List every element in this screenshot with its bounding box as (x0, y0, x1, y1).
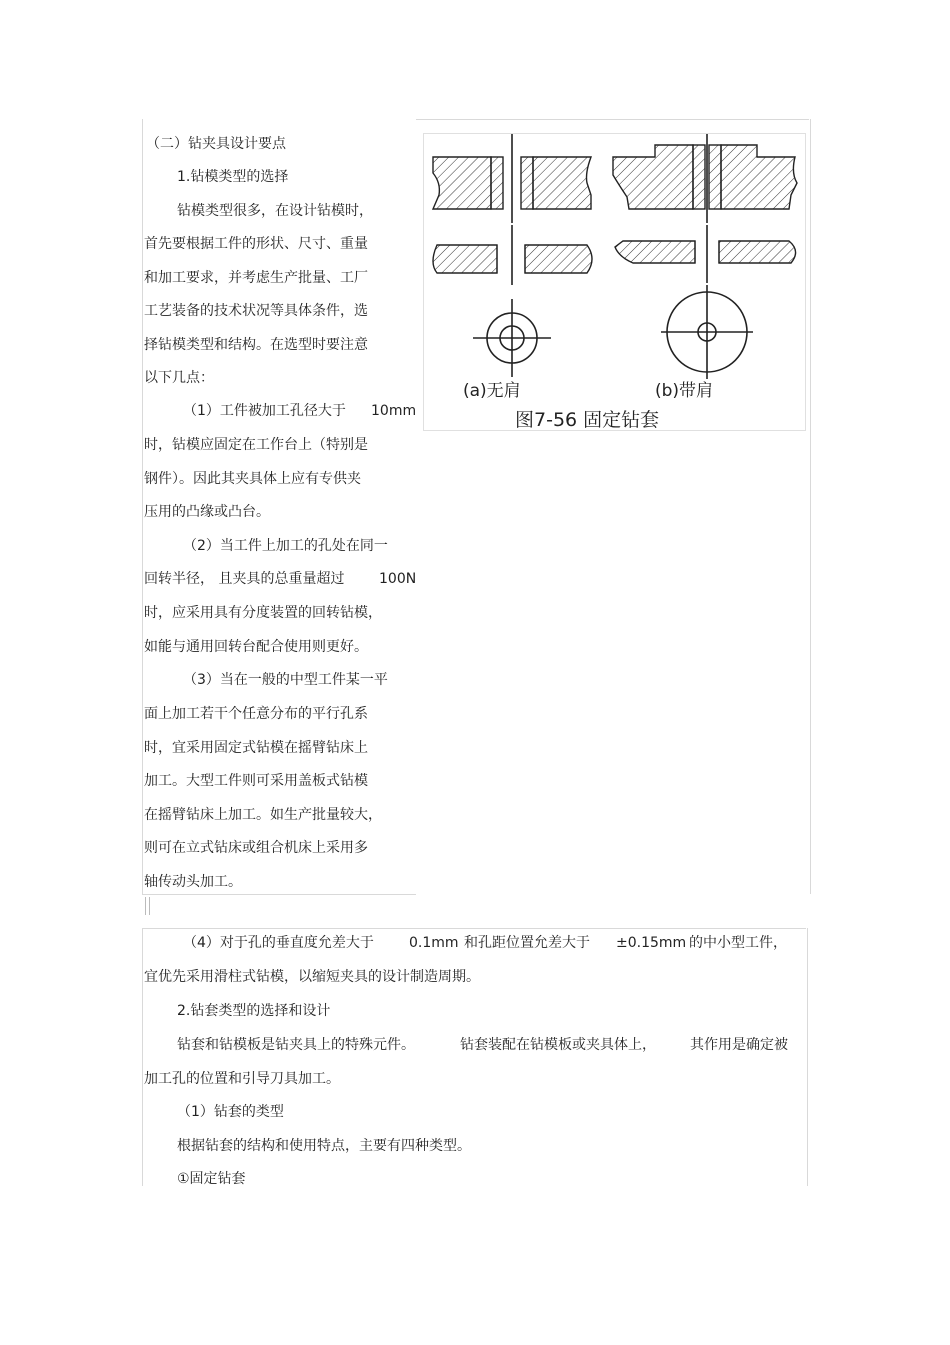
p4-middle: 和孔距位置允差大于 (464, 935, 590, 951)
figure-caption: 图7-56 固定钻套 (515, 409, 660, 431)
left-text-line: （2）当工件上加工的孔处在同一 (183, 538, 388, 554)
left-text-line: 和加工要求，并考虑生产批量、工厂 (144, 270, 368, 286)
p4-value-position: ±0.15mm (616, 935, 687, 951)
left-text-line: （3）当在一般的中型工件某一平 (183, 672, 388, 688)
para1-c: 其作用是确定被 (690, 1037, 788, 1053)
p4-value-perpendicularity: 0.1mm (409, 935, 459, 951)
value-weight: 100N (379, 571, 417, 587)
subheading-bushing-types: （1）钻套的类型 (177, 1104, 284, 1120)
figure-frame (423, 133, 806, 431)
label-a: (a)无肩 (463, 381, 521, 401)
label-b: (b)带肩 (655, 381, 714, 401)
left-text-line: 轴传动头加工。 (144, 874, 242, 890)
p4-prefix: （4）对于孔的垂直度允差大于 (183, 935, 374, 951)
section-heading-bushing: 2.钻套类型的选择和设计 (177, 1003, 331, 1019)
left-text-line: 回转半径， 且夹具的总重量超过 (144, 571, 345, 587)
para1-a: 钻套和钻模板是钻夹具上的特殊元件。 (177, 1037, 415, 1053)
p4-suffix: 的中小型工件， (689, 935, 787, 951)
left-text-line: 如能与通用回转台配合使用则更好。 (144, 639, 368, 655)
item-fixed-bushing: ①固定钻套 (177, 1171, 246, 1187)
lower-table-top (142, 928, 806, 929)
left-text-line: 择钻模类型和结构。在选型时要注意 (144, 337, 368, 353)
left-text-line: 钻模类型很多，在设计钻模时， (177, 203, 373, 219)
left-text-line: 时，宜采用固定式钻模在摇臂钻床上 (144, 740, 368, 756)
left-text-line: 钢件）。因此其夹具体上应有专供夹 (144, 471, 361, 487)
left-text-line: 面上加工若干个任意分布的平行孔系 (144, 706, 368, 722)
left-text-line: 以下几点： (144, 370, 214, 386)
left-text-line: 时，应采用具有分度装置的回转钻模， (144, 605, 382, 621)
upper-table-top-right (416, 119, 809, 120)
left-text-line: 压用的凸缘或凸台。 (144, 504, 270, 520)
left-text-line: 加工。大型工件则可采用盖板式钻模 (144, 773, 368, 789)
left-text-line: 工艺装备的技术状况等具体条件，选 (144, 303, 368, 319)
left-text-line: 1.钻模类型的选择 (177, 169, 289, 185)
left-text-line: 时，钻模应固定在工作台上（特别是 (144, 437, 368, 453)
para1-b: 钻套装配在钻模板或夹具体上， (460, 1037, 656, 1053)
value-diameter: 10mm (371, 403, 417, 419)
p4-line2: 宜优先采用滑柱式钻模，以缩短夹具的设计制造周期。 (144, 969, 480, 985)
left-text-line: 则可在立式钻床或组合机床上采用多 (144, 840, 368, 856)
left-text-line: 首先要根据工件的形状、尺寸、重量 (144, 236, 368, 252)
cursor-mark (145, 897, 150, 915)
para1-line2: 加工孔的位置和引导刀具加工。 (144, 1071, 340, 1087)
upper-table-bottom (142, 894, 416, 895)
left-text-line: （1）工件被加工孔径大于 (183, 403, 346, 419)
para2: 根据钻套的结构和使用特点，主要有四种类型。 (177, 1138, 471, 1154)
left-text-line: 在摇臂钻床上加工。如生产批量较大， (144, 807, 382, 823)
left-text-line: （二）钻夹具设计要点 (146, 136, 286, 152)
